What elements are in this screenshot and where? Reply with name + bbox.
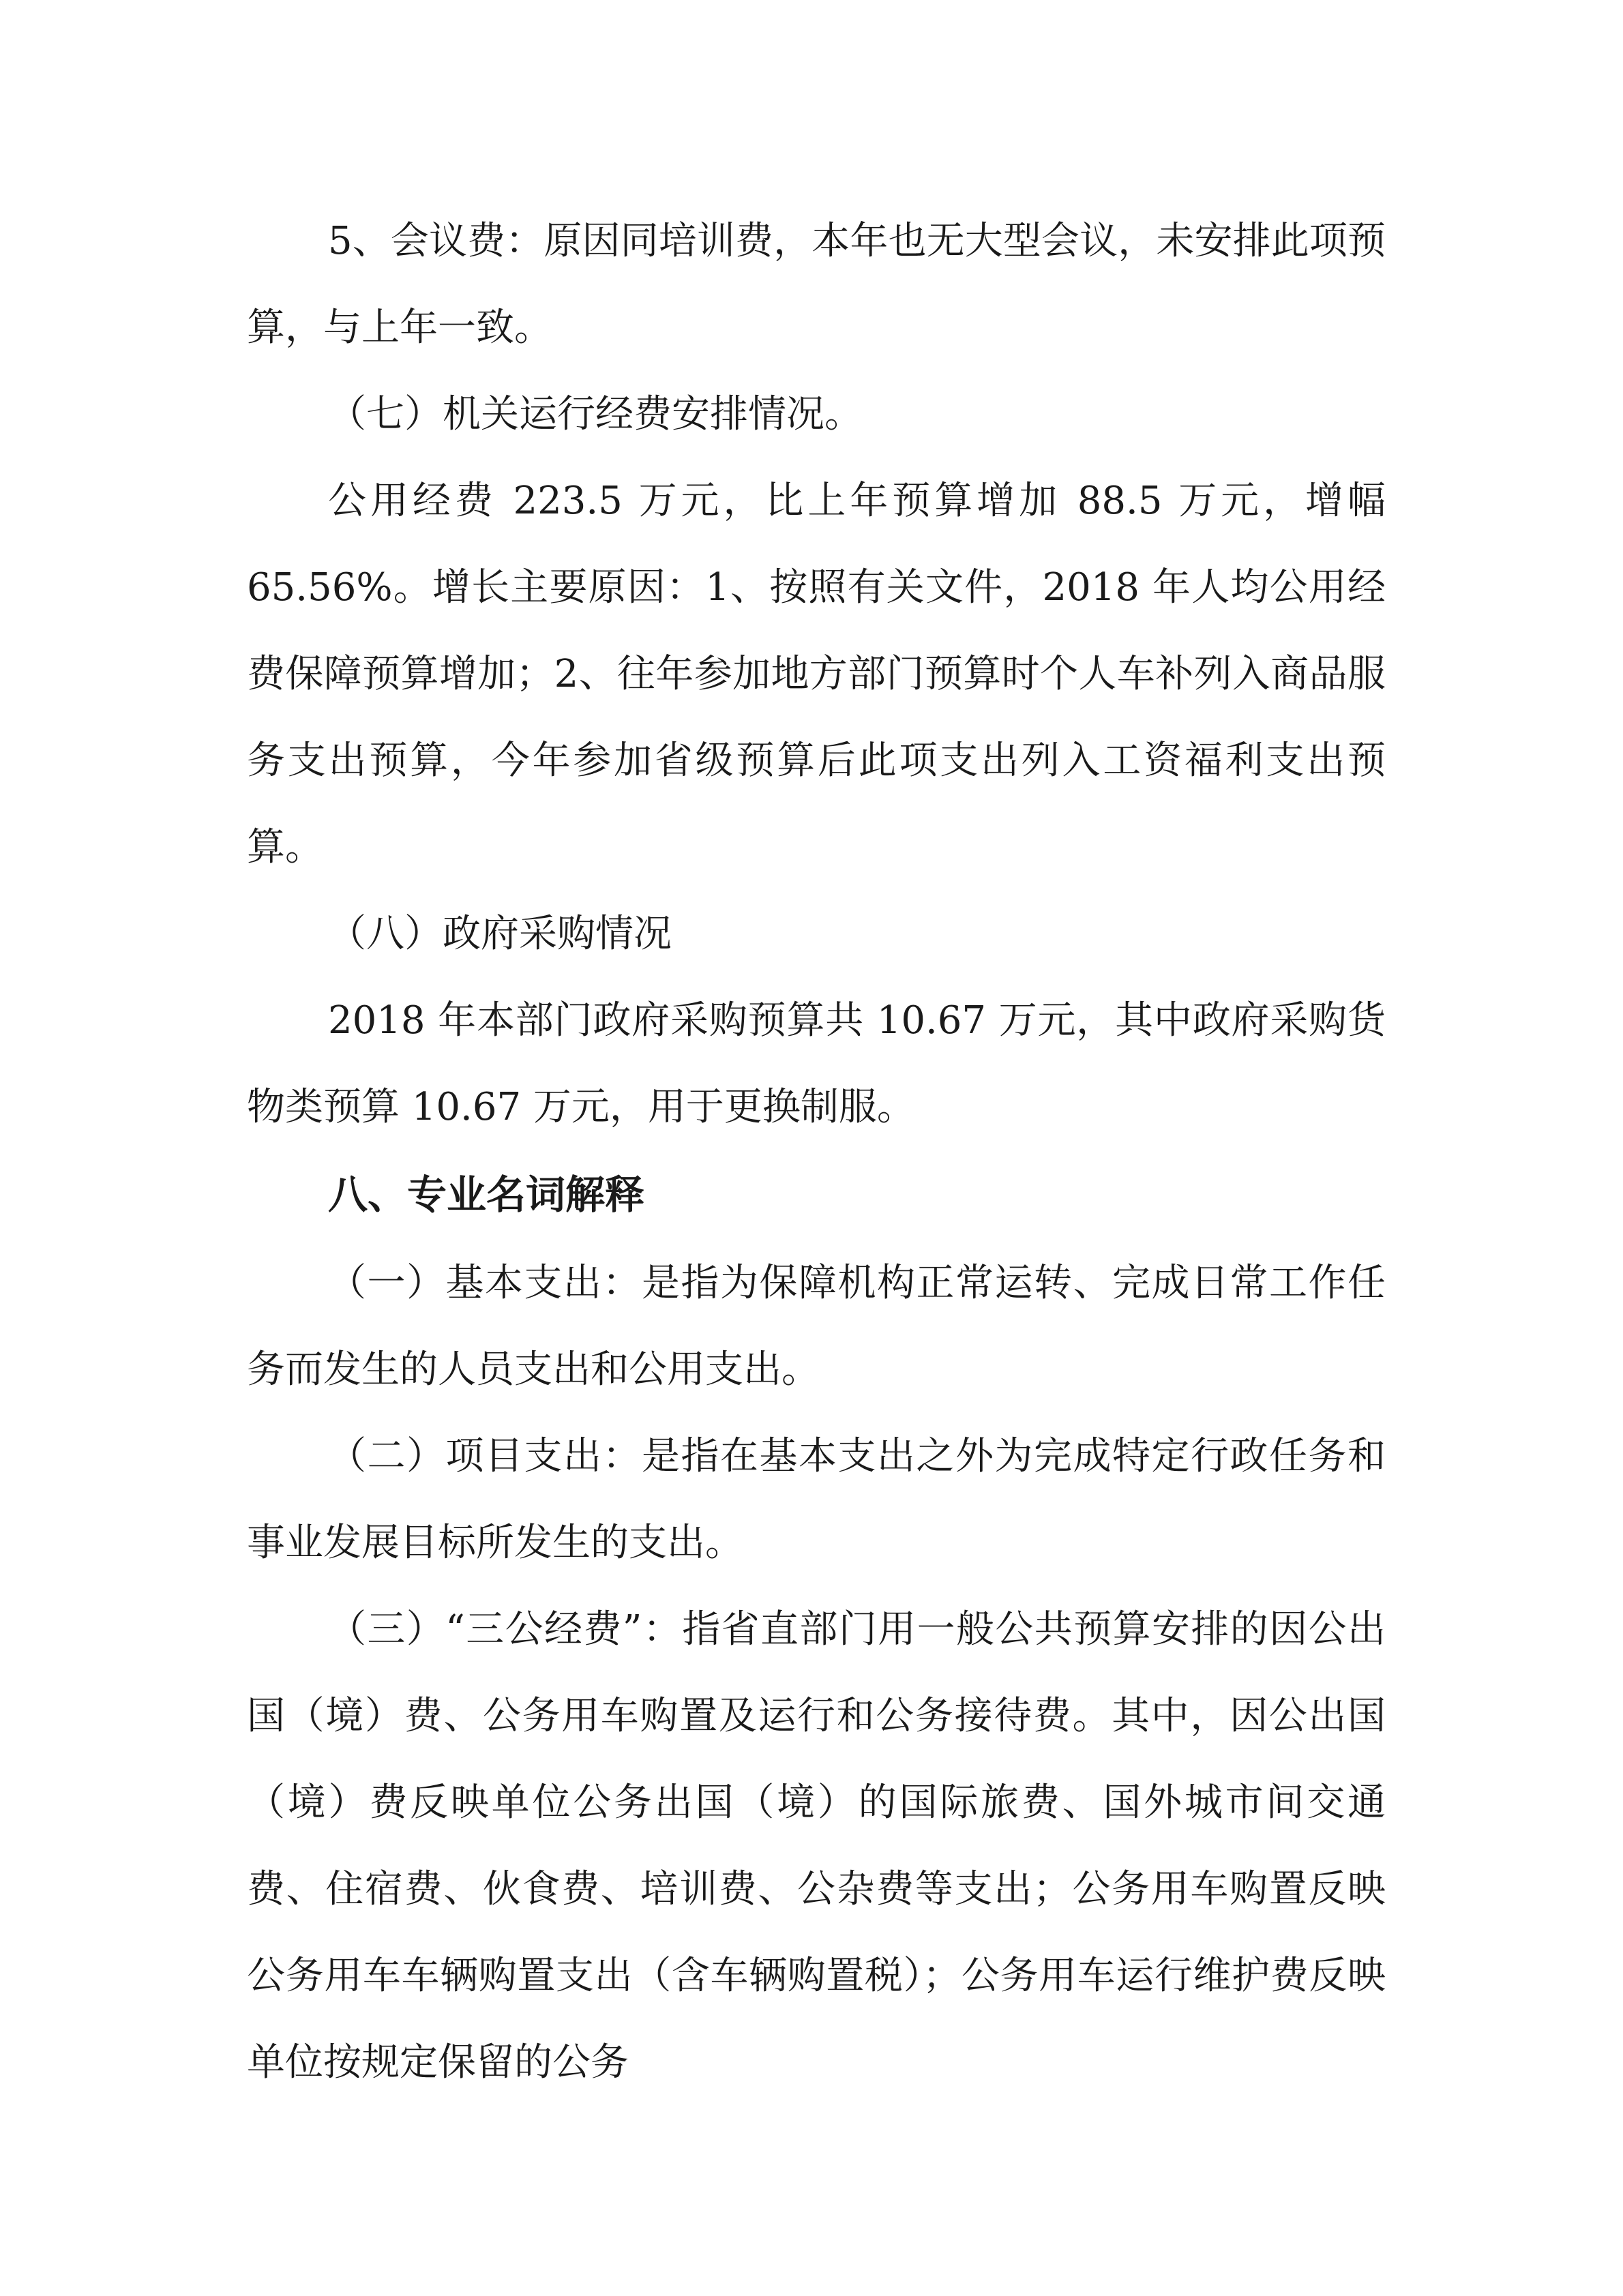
section-heading-terms: 八、专业名词解释 <box>328 1172 645 1218</box>
paragraph-section-7-title: （七）机关运行经费安排情况。 <box>328 392 863 436</box>
paragraph-three-public-funds: （三）“三公经费”：指省直部门用一般公共预算安排的因公出国（境）费、公务用车购置及运行和公务接待费。其中，因公出国（境）费反映单位公务出国（境）的国际旅费、国外城市间交通费、住宿费、伙食费、培训费、公杂费等支出；公务用车购置反映公务用车车辆购置支出（含车辆购置税）；公务用车运行维护费反映单位按规定保留的公务 <box>247 1607 1386 2085</box>
paragraph-procurement: 2018 年本部门政府采购预算共 10.67 万元，其中政府采购货物类预算 10.67 万元，用于更换制服。 <box>247 998 1386 1129</box>
paragraph-public-funds: 公用经费 223.5 万元，比上年预算增加 88.5 万元，增幅 65.56%。增长主要原因：1、按照有关文件，2018 年人均公用经费保障预算增加；2、往年参加地方部门预算时个人车补列入商品服务支出预算，今年参加省级预算后此项支出列入工资福利支出预算。 <box>247 479 1386 869</box>
paragraph-project-expenditure: （二）项目支出：是指在基本支出之外为完成特定行政任务和事业发展目标所发生的支出。 <box>247 1434 1386 1565</box>
paragraph-basic-expenditure: （一）基本支出：是指为保障机构正常运转、完成日常工作任务而发生的人员支出和公用支出。 <box>247 1261 1386 1392</box>
document-body <box>247 198 1386 2106</box>
paragraph-section-8-title: （八）政府采购情况 <box>328 912 672 956</box>
paragraph-meeting-fee: 5、会议费：原因同培训费，本年也无大型会议，未安排此项预算，与上年一致。 <box>247 219 1386 350</box>
